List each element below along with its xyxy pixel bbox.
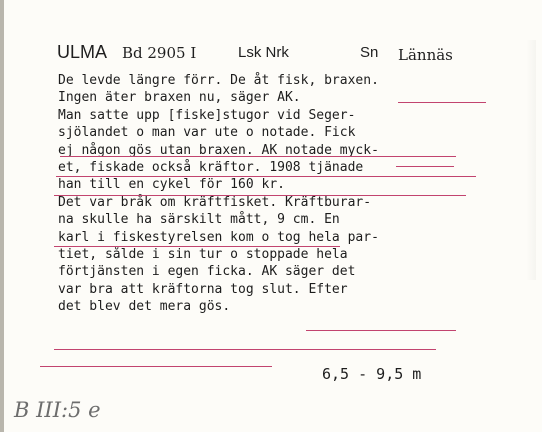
underline-mark [40, 366, 272, 367]
underline-mark [54, 246, 340, 247]
underline-mark [396, 166, 454, 167]
text-line: Man satte upp [fiske]stugor vid Seger- [58, 107, 356, 123]
province-abbr: Sn [360, 44, 379, 61]
text-line: Det var bråk om kräftfisket. Kräftburar- [58, 194, 372, 210]
underline-mark [398, 102, 486, 103]
text-line: ej någon gös utan braxen. AK notade myck- [58, 142, 379, 158]
text-line: sjölandet o man var ute o notade. Fick [58, 125, 356, 141]
text-line: De levde längre förr. De åt fisk, braxen. [58, 73, 379, 88]
place-name: Lännäs [398, 46, 453, 64]
text-line: et, fiskade också kräftor. 1908 tjänade [58, 159, 364, 175]
card-header [0, 42, 542, 72]
underline-mark [306, 330, 456, 331]
depth-measurement: 6,5 - 9,5 m [322, 365, 422, 383]
text-line: han till en cykel för 160 kr. [58, 177, 285, 193]
text-line: tiet, sålde i sin tur o stoppade hela [58, 246, 348, 262]
underline-mark [56, 176, 476, 177]
card-text [58, 72, 542, 315]
locality-type: Lsk Nrk [238, 44, 289, 61]
underline-mark [54, 349, 436, 350]
underline-mark [54, 195, 466, 196]
archive-signum: B III:5 e [14, 398, 101, 422]
archive-code: ULMA [57, 42, 108, 62]
text-line: förtjänsten i egen ficka. AK säger det [58, 264, 356, 280]
text-line: det blev det mera gös. [58, 299, 231, 315]
text-line: Ingen äter braxen nu, säger AK. [58, 90, 301, 106]
text-line: na skulle ha särskilt mått, 9 cm. En [58, 212, 340, 228]
text-line: var bra att kräftorna tog slut. Efter [58, 281, 348, 297]
underline-mark [60, 156, 456, 157]
text-line: karl i fiskestyrelsen kom o tog hela par- [58, 229, 379, 245]
volume-ref: Bd 2905 I [122, 44, 197, 62]
